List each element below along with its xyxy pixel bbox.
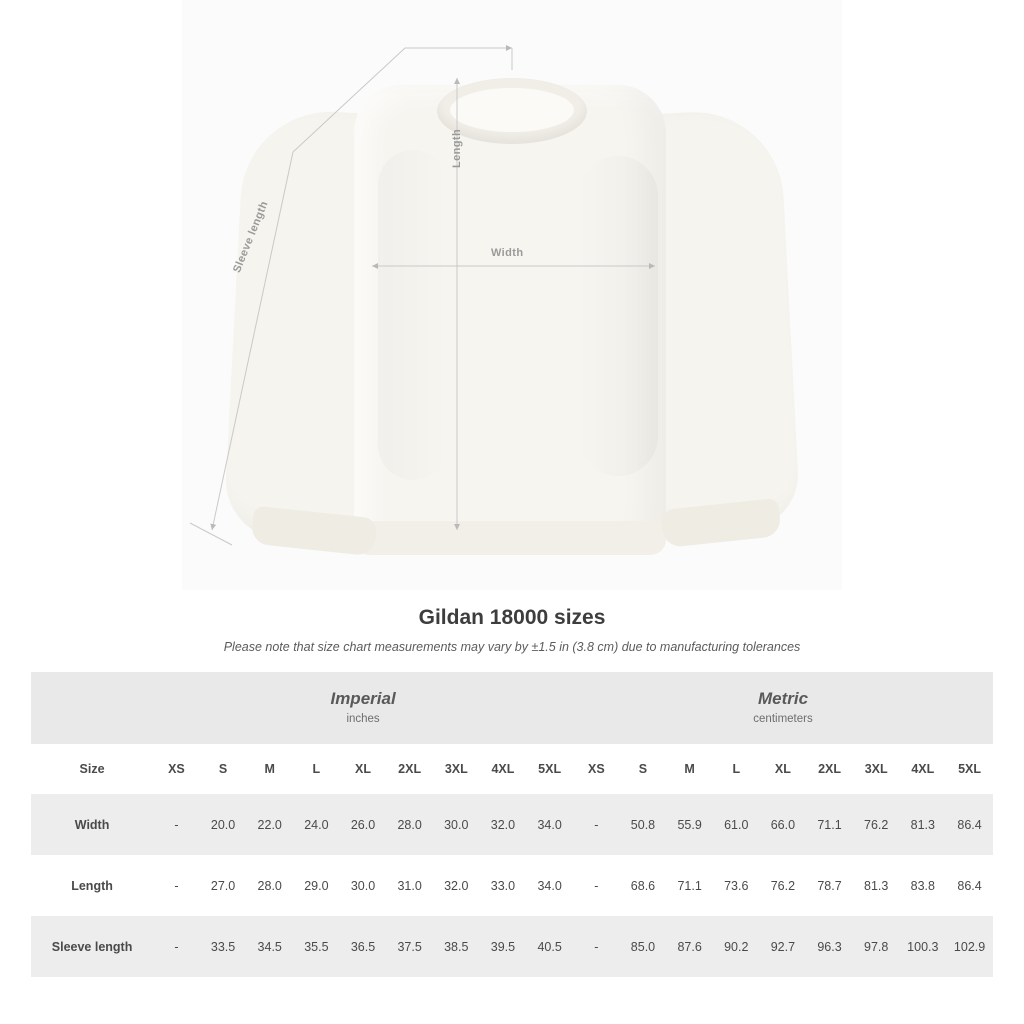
length-met-4: 76.2 (760, 855, 807, 916)
width-met-2: 55.9 (666, 794, 713, 855)
width-met-8: 86.4 (946, 794, 993, 855)
width-imp-1: 20.0 (200, 794, 247, 855)
size-chart-table (31, 672, 993, 977)
sleeve-met-2: 87.6 (666, 916, 713, 977)
width-imp-0: - (153, 794, 200, 855)
length-imp-3: 29.0 (293, 855, 340, 916)
length-imp-4: 30.0 (340, 855, 387, 916)
tolerance-note: Please note that size chart measurements may vary by ±1.5 in (3.8 cm) due to manufacturing tolerances (223, 640, 801, 654)
sleeve-met-1: 85.0 (620, 916, 667, 977)
width-imp-3: 24.0 (293, 794, 340, 855)
sleeve-met-4: 92.7 (760, 916, 807, 977)
length-met-6: 81.3 (853, 855, 900, 916)
width-met-4: 66.0 (760, 794, 807, 855)
row-label-length: Length (31, 855, 153, 916)
row-label-width: Width (31, 794, 153, 855)
size-col-met-1: S (620, 744, 667, 794)
length-imp-8: 34.0 (526, 855, 573, 916)
length-imp-5: 31.0 (386, 855, 433, 916)
width-met-6: 76.2 (853, 794, 900, 855)
size-col-imp-5: 2XL (386, 744, 433, 794)
sleeve-met-8: 102.9 (946, 916, 993, 977)
length-imp-2: 28.0 (246, 855, 293, 916)
sleeve-met-0: - (573, 916, 620, 977)
unit-header-row (31, 672, 993, 744)
length-met-2: 71.1 (666, 855, 713, 916)
size-col-imp-8: 5XL (526, 744, 573, 794)
size-col-met-3: L (713, 744, 760, 794)
size-col-met-7: 4XL (900, 744, 947, 794)
unit-title-metric: Metric (757, 689, 809, 708)
sleeve-met-5: 96.3 (806, 916, 853, 977)
size-chart-table-wrapper (31, 672, 993, 977)
table-row (31, 916, 993, 977)
length-met-0: - (573, 855, 620, 916)
width-met-0: - (573, 794, 620, 855)
size-col-imp-4: XL (340, 744, 387, 794)
sleeve-imp-1: 33.5 (200, 916, 247, 977)
size-col-imp-0: XS (153, 744, 200, 794)
size-col-met-5: 2XL (806, 744, 853, 794)
width-met-1: 50.8 (620, 794, 667, 855)
size-col-met-6: 3XL (853, 744, 900, 794)
length-met-5: 78.7 (806, 855, 853, 916)
length-imp-1: 27.0 (200, 855, 247, 916)
size-col-imp-7: 4XL (480, 744, 527, 794)
page-title: Gildan 18000 sizes (418, 606, 606, 629)
label-length: Length (451, 128, 463, 168)
length-imp-0: - (153, 855, 200, 916)
sleeve-imp-6: 38.5 (433, 916, 480, 977)
table-row (31, 794, 993, 855)
size-col-met-4: XL (760, 744, 807, 794)
sleeve-met-6: 97.8 (853, 916, 900, 977)
unit-title-imperial: Imperial (330, 689, 396, 708)
column-header-size: Size (31, 744, 153, 794)
table-row (31, 855, 993, 916)
sleeve-met-3: 90.2 (713, 916, 760, 977)
length-imp-7: 33.0 (480, 855, 527, 916)
sleeve-imp-7: 39.5 (480, 916, 527, 977)
width-imp-6: 30.0 (433, 794, 480, 855)
size-col-met-2: M (666, 744, 713, 794)
sleeve-met-7: 100.3 (900, 916, 947, 977)
width-imp-8: 34.0 (526, 794, 573, 855)
length-met-1: 68.6 (620, 855, 667, 916)
size-header-row (31, 744, 993, 794)
width-imp-4: 26.0 (340, 794, 387, 855)
sleeve-imp-5: 37.5 (386, 916, 433, 977)
size-col-imp-3: L (293, 744, 340, 794)
length-imp-6: 32.0 (433, 855, 480, 916)
unit-sub-metric: centimeters (753, 713, 813, 725)
width-met-3: 61.0 (713, 794, 760, 855)
width-imp-2: 22.0 (246, 794, 293, 855)
width-met-7: 81.3 (900, 794, 947, 855)
row-label-sleeve-length: Sleeve length (31, 916, 153, 977)
sleeve-imp-4: 36.5 (340, 916, 387, 977)
length-met-8: 86.4 (946, 855, 993, 916)
label-sleeve-length: Sleeve length (231, 199, 271, 275)
size-col-imp-2: M (246, 744, 293, 794)
sleeve-imp-2: 34.5 (246, 916, 293, 977)
width-imp-7: 32.0 (480, 794, 527, 855)
size-col-imp-6: 3XL (433, 744, 480, 794)
size-col-met-8: 5XL (946, 744, 993, 794)
sleeve-imp-3: 35.5 (293, 916, 340, 977)
width-imp-5: 28.0 (386, 794, 433, 855)
unit-header-imperial (153, 672, 573, 744)
length-met-3: 73.6 (713, 855, 760, 916)
unit-header-metric (573, 672, 993, 744)
width-met-5: 71.1 (806, 794, 853, 855)
unit-header-spacer (31, 672, 153, 744)
label-width: Width (491, 247, 524, 259)
sleeve-imp-0: - (153, 916, 200, 977)
sleeve-imp-8: 40.5 (526, 916, 573, 977)
length-met-7: 83.8 (900, 855, 947, 916)
size-col-imp-1: S (200, 744, 247, 794)
size-col-met-0: XS (573, 744, 620, 794)
unit-sub-imperial: inches (346, 713, 380, 725)
